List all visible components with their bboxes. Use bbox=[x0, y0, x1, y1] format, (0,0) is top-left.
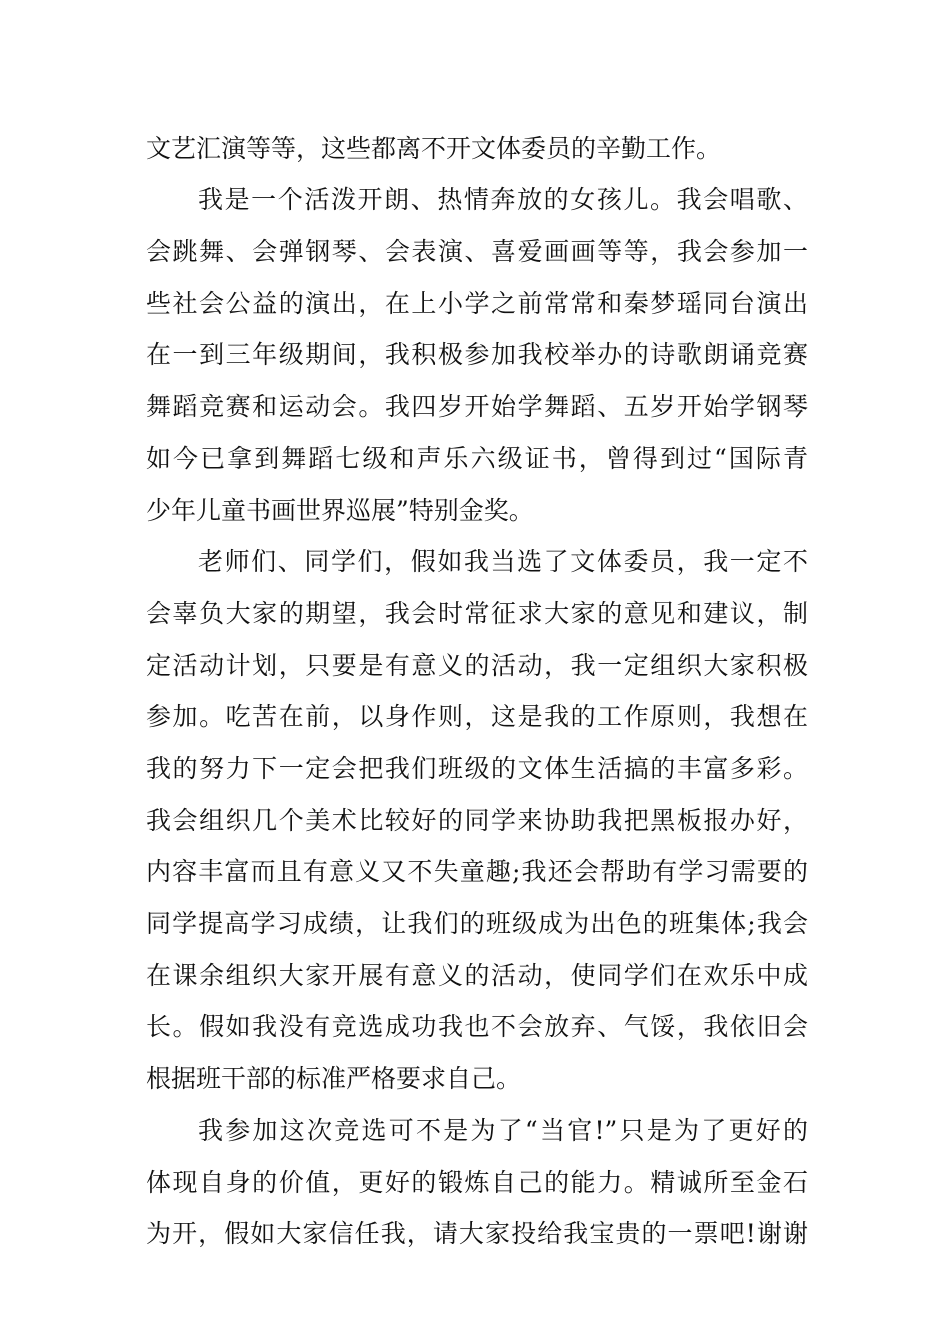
text-line: 我是一个活泼开朗、热情奔放的女孩儿。我会唱歌、 bbox=[198, 185, 808, 214]
text-line: 同学提高学习成绩，让我们的班级成为出色的班集体;我会 bbox=[146, 909, 808, 938]
text-line: 会跳舞、会弹钢琴、会表演、喜爱画画等等，我会参加一 bbox=[146, 237, 808, 266]
text-line: 定活动计划，只要是有意义的活动，我一定组织大家积极 bbox=[146, 651, 808, 680]
text-line: 在课余组织大家开展有意义的活动，使同学们在欢乐中成 bbox=[146, 961, 808, 990]
text-line: 老师们、同学们，假如我当选了文体委员，我一定不 bbox=[198, 547, 808, 576]
text-line: 会辜负大家的期望，我会时常征求大家的意见和建议，制 bbox=[146, 599, 808, 628]
text-line: 内容丰富而且有意义又不失童趣;我还会帮助有学习需要的 bbox=[146, 857, 808, 886]
text-line: 少年儿童书画世界巡展”特别金奖。 bbox=[146, 496, 534, 525]
text-line: 根据班干部的标准严格要求自己。 bbox=[146, 1064, 522, 1093]
text-line: 我的努力下一定会把我们班级的文体生活搞的丰富多彩。 bbox=[146, 754, 808, 783]
text-line: 些社会公益的演出，在上小学之前常常和秦梦瑶同台演出 bbox=[146, 289, 808, 318]
text-line: 舞蹈竞赛和运动会。我四岁开始学舞蹈、五岁开始学钢琴 bbox=[146, 392, 808, 421]
text-line: 体现自身的价值，更好的锻炼自己的能力。精诚所至金石 bbox=[146, 1168, 808, 1197]
text-line: 长。假如我没有竞选成功我也不会放弃、气馁，我依旧会 bbox=[146, 1012, 808, 1041]
text-line: 在一到三年级期间，我积极参加我校举办的诗歌朗诵竞赛 bbox=[146, 340, 808, 369]
text-line: 如今已拿到舞蹈七级和声乐六级证书，曾得到过“国际青 bbox=[146, 444, 808, 473]
text-line: 我参加这次竞选可不是为了“当官!”只是为了更好的 bbox=[198, 1116, 808, 1145]
text-line: 文艺汇演等等，这些都离不开文体委员的辛勤工作。 bbox=[146, 134, 722, 163]
text-line: 为开，假如大家信任我，请大家投给我宝贵的一票吧!谢谢 bbox=[146, 1219, 808, 1248]
text-line: 参加。吃苦在前，以身作则，这是我的工作原则，我想在 bbox=[146, 702, 808, 731]
text-line: 我会组织几个美术比较好的同学来协助我把黑板报办好， bbox=[146, 806, 808, 835]
